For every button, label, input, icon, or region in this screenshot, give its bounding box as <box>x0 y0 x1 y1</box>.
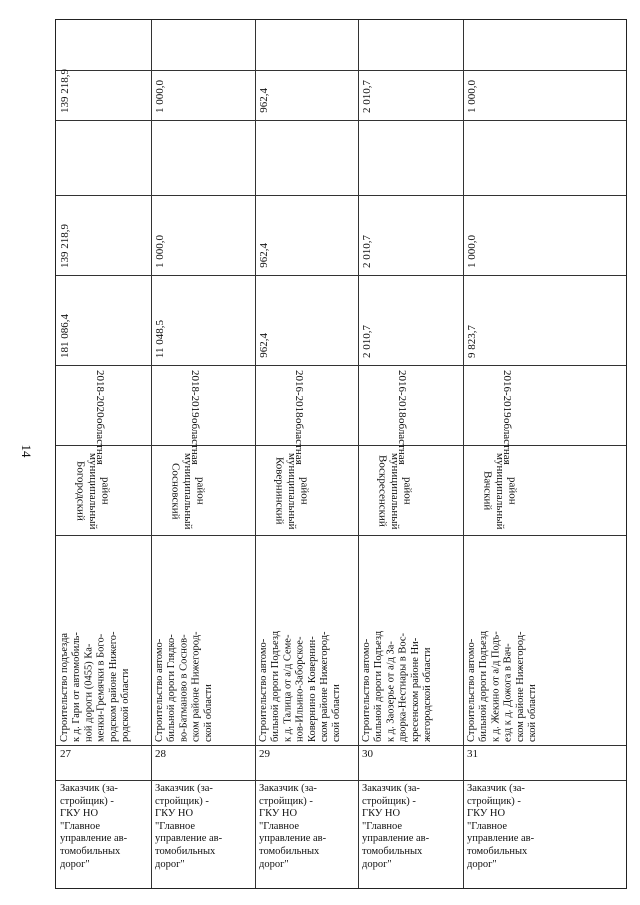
row-divider <box>463 20 464 888</box>
description-cell <box>361 540 434 742</box>
period-cell: 2018-2020 <box>94 370 106 418</box>
description-line: менки-Гремячки в Бого- <box>95 633 107 742</box>
description-line: ском районе Нижегород- <box>190 631 202 742</box>
total-cell: 11 048,5 <box>154 319 166 358</box>
row-number: 31 <box>467 748 478 760</box>
description-line: бильной дороги Подъезд <box>270 630 282 742</box>
row-divider <box>255 20 256 888</box>
column-divider <box>56 70 626 71</box>
customer-line: Заказчик (за- <box>259 783 317 794</box>
customer-line: дорог" <box>362 858 392 870</box>
customer-line: томобильных <box>259 845 320 857</box>
description-cell <box>466 540 539 742</box>
budget-cell: областная <box>293 418 305 465</box>
period-cell: 2016-2018 <box>396 370 408 418</box>
district-line: район <box>401 477 414 505</box>
description-cell <box>59 540 132 742</box>
row-divider <box>358 20 359 888</box>
description-line: к д. Гари от автомобиль- <box>71 632 83 742</box>
description-line: бильной дороги Подъезд <box>373 630 385 742</box>
column-divider <box>56 365 626 366</box>
description-line: Строительство автомо- <box>258 638 269 742</box>
description-line: родском районе Нижего- <box>107 631 119 742</box>
customer-line: стройщик) - <box>467 795 521 807</box>
district-line: Богородский <box>74 461 87 521</box>
customer-line: дорог" <box>60 858 90 870</box>
value2-cell: 2 010,7 <box>361 235 373 268</box>
column-divider <box>56 275 626 276</box>
page-number: 14 <box>19 444 34 458</box>
customer-line: управление ав- <box>362 833 430 845</box>
row-number: 30 <box>362 748 373 760</box>
total-cell: 2 010,7 <box>361 325 373 358</box>
customer-line: Заказчик (за- <box>155 783 213 794</box>
value2-cell: 139 218,9 <box>59 224 71 268</box>
customer-line: Заказчик (за- <box>467 783 525 794</box>
value4-cell: 1 000,0 <box>154 80 166 113</box>
description-cell <box>154 540 215 742</box>
description-line: родской области <box>120 668 132 742</box>
district-line: район <box>506 477 519 505</box>
customer-line: ГКУ НО <box>362 808 401 820</box>
district-line: район <box>99 477 112 505</box>
description-cell <box>258 540 343 742</box>
value4-cell: 2 010,7 <box>361 80 373 113</box>
customer-line: томобильных <box>60 845 121 857</box>
description-line: во-Батманово в Соснов- <box>178 634 190 742</box>
column-divider <box>56 535 626 536</box>
period-cell: 2016-2019 <box>501 370 513 418</box>
customer-line: "Главное <box>362 820 403 832</box>
district-line: муниципальный <box>494 452 506 530</box>
row-number: 27 <box>60 748 71 760</box>
column-divider <box>56 745 626 746</box>
customer-line: томобильных <box>467 845 528 857</box>
customer-line: ГКУ НО <box>467 808 506 820</box>
customer-cell <box>362 783 461 871</box>
value4-cell: 139 218,9 <box>59 69 71 113</box>
description-line: ской области <box>202 684 214 742</box>
district-line: Сосновский <box>169 462 182 520</box>
customer-line: Заказчик (за- <box>362 783 420 794</box>
column-divider <box>56 120 626 121</box>
customer-line: управление ав- <box>155 833 223 845</box>
description-line: Ковернино в Ковернин- <box>306 636 318 742</box>
description-line: ской области <box>527 684 539 742</box>
total-cell: 9 823,7 <box>466 325 478 358</box>
description-line: Строительство автомо- <box>361 638 372 742</box>
customer-line: дорог" <box>155 858 185 870</box>
row-number: 29 <box>259 748 270 760</box>
total-cell: 962,4 <box>258 333 270 358</box>
description-line: дворка-Нестиары в Вос- <box>397 632 409 742</box>
customer-line: дорог" <box>259 858 289 870</box>
customer-line: стройщик) - <box>60 795 114 807</box>
column-divider <box>56 445 626 446</box>
customer-line: ГКУ НО <box>259 808 298 820</box>
customer-line: управление ав- <box>259 833 327 845</box>
district-line: муниципальный <box>182 452 194 530</box>
description-line: бильной дороги Подъезд <box>478 630 490 742</box>
budget-cell: областная <box>189 418 201 465</box>
value4-cell: 1 000,0 <box>466 80 478 113</box>
district-line: муниципальный <box>87 452 99 530</box>
customer-line: ГКУ НО <box>155 808 194 820</box>
description-line: к д. Заозерье от а/д За- <box>385 641 397 742</box>
customer-line: управление ав- <box>60 833 128 845</box>
total-cell: 181 086,4 <box>59 314 71 358</box>
customer-line: "Главное <box>60 820 101 832</box>
district-line: муниципальный <box>286 452 298 530</box>
description-line: Строительство подъезда <box>59 632 70 742</box>
customer-line: "Главное <box>467 820 508 832</box>
district-line: муниципальный <box>389 452 401 530</box>
period-cell: 2016-2018 <box>293 370 305 418</box>
row-divider <box>151 20 152 888</box>
description-line: ском районе Нижегород- <box>319 631 331 742</box>
customer-line: "Главное <box>155 820 196 832</box>
budget-cell: областная <box>94 418 106 465</box>
customer-line: ГКУ НО <box>60 808 99 820</box>
budget-cell: областная <box>501 418 513 465</box>
description-line: кресенском районе Ни- <box>409 637 421 742</box>
row-number: 28 <box>155 748 166 760</box>
value4-cell: 962,4 <box>258 88 270 113</box>
value2-cell: 962,4 <box>258 243 270 268</box>
customer-cell <box>467 783 626 871</box>
description-line: ском районе Нижегород- <box>514 631 526 742</box>
description-line: к д. Талица от а/д Семе- <box>282 634 294 742</box>
description-line: ской области <box>331 684 343 742</box>
district-line: Вачский <box>481 471 494 511</box>
description-line: бильной дороги Глядко- <box>166 634 178 742</box>
description-line: ной дороги (0455) Ка- <box>83 643 95 742</box>
district-line: район <box>194 477 207 505</box>
customer-cell <box>155 783 253 871</box>
customer-line: "Главное <box>259 820 300 832</box>
customer-line: Заказчик (за- <box>60 783 118 794</box>
customer-line: стройщик) - <box>362 795 416 807</box>
value2-cell: 1 000,0 <box>154 235 166 268</box>
description-line: нов-Ильино-Заборское- <box>294 636 306 742</box>
column-divider <box>56 780 626 781</box>
customer-line: стройщик) - <box>155 795 209 807</box>
customer-cell <box>259 783 356 871</box>
customer-line: томобильных <box>362 845 423 857</box>
investment-table <box>55 19 627 889</box>
customer-line: томобильных <box>155 845 216 857</box>
district-line: район <box>298 477 311 505</box>
period-cell: 2018-2019 <box>189 370 201 418</box>
district-line: Воскресенский <box>376 455 389 527</box>
customer-line: дорог" <box>467 858 497 870</box>
district-line: Ковернинский <box>273 457 286 525</box>
description-line: жегородской области <box>422 647 434 742</box>
value2-cell: 1 000,0 <box>466 235 478 268</box>
description-line: Строительство автомо- <box>466 638 477 742</box>
description-line: Строительство автомо- <box>154 638 165 742</box>
description-line: к д. Жекино от а/д Подъ- <box>490 631 502 742</box>
customer-line: управление ав- <box>467 833 535 845</box>
customer-line: стройщик) - <box>259 795 313 807</box>
customer-cell <box>60 783 149 871</box>
description-line: езд к д. Дожога в Вач- <box>502 643 514 742</box>
budget-cell: областная <box>396 418 408 465</box>
column-divider <box>56 195 626 196</box>
